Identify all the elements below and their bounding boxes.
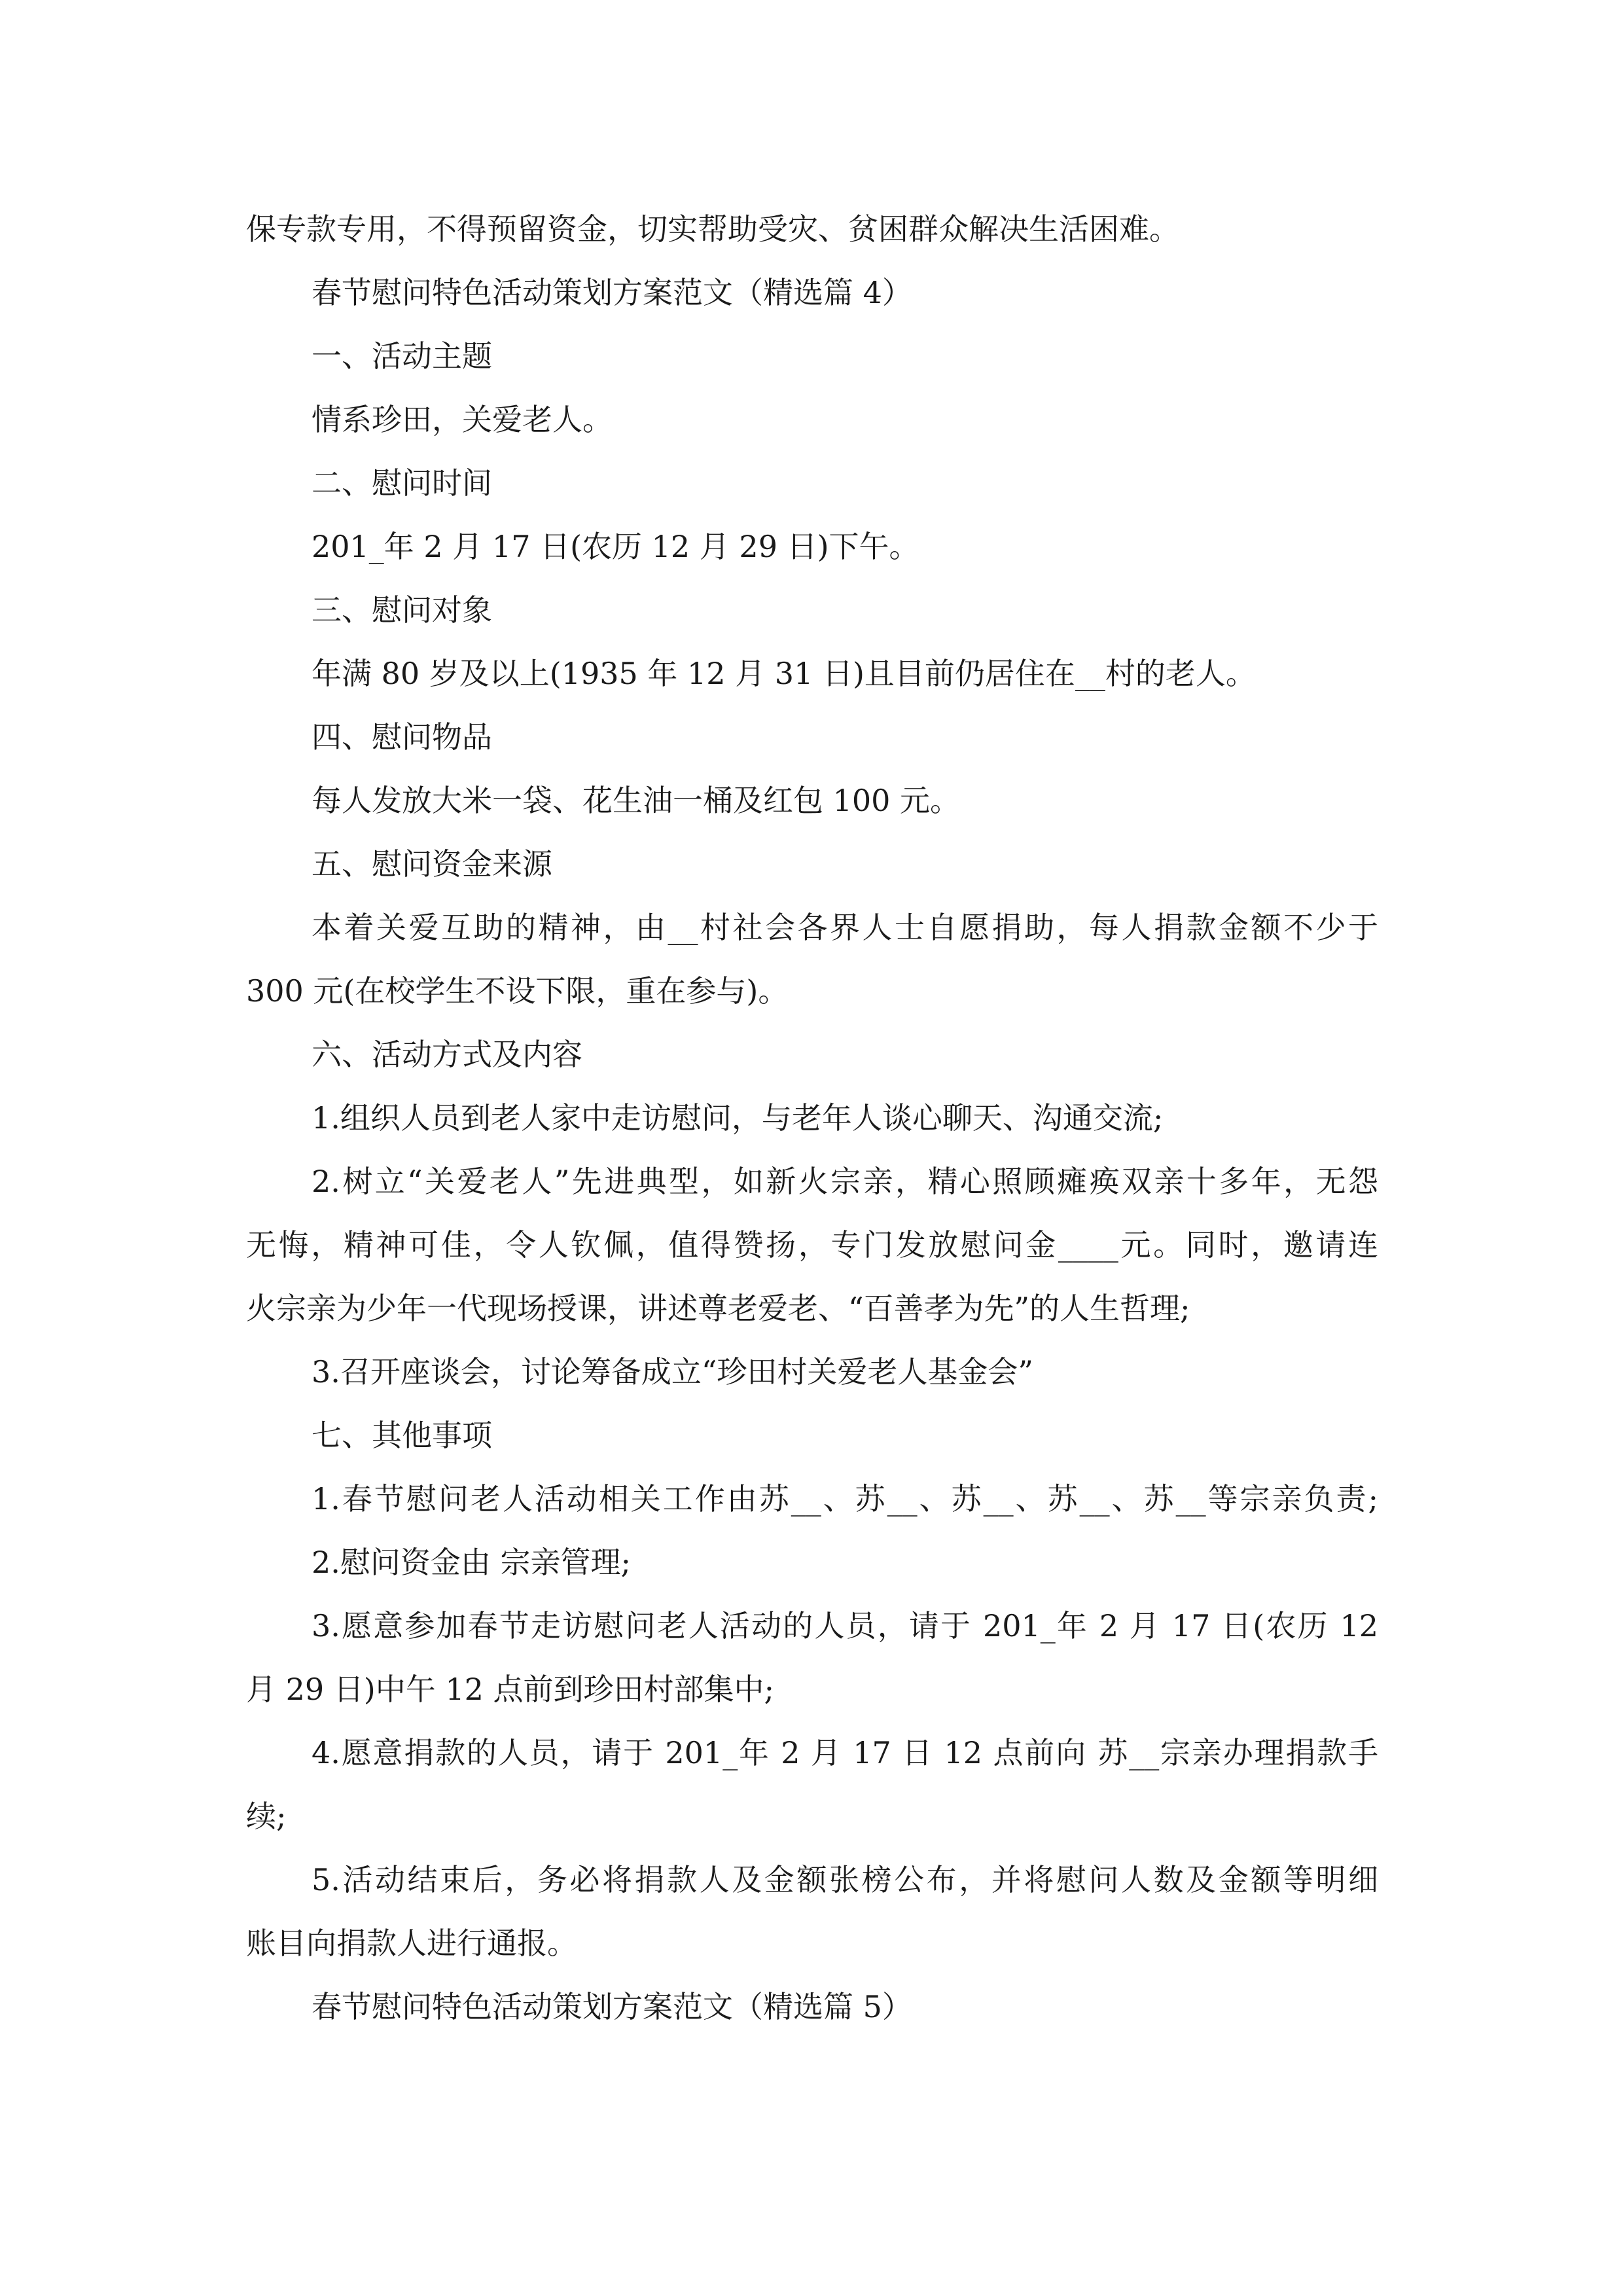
text-line: 3.召开座谈会，讨论筹备成立“珍田村关爱老人基金会” (312, 1354, 1033, 1390)
text-line: 保专款专用，不得预留资金，切实帮助受灾、贫困群众解决生活困难。 (246, 211, 1179, 247)
section-heading: 七、其他事项 (312, 1418, 492, 1453)
text-line: 续; (246, 1799, 287, 1834)
text-line: 月 29 日)中午 12 点前到珍田村部集中; (246, 1672, 774, 1707)
text-line: 3.愿意参加春节走访慰问老人活动的人员，请于 201_年 2 月 17 日(农历 12 (312, 1608, 1378, 1643)
section-heading: 一、活动主题 (312, 338, 492, 374)
section-heading: 春节慰问特色活动策划方案范文（精选篇 5） (312, 1989, 912, 2024)
text-line: 火宗亲为少年一代现场授课，讲述尊老爱老、“百善孝为先”的人生哲理; (246, 1291, 1190, 1326)
text-line: 账目向捐款人进行通报。 (246, 1926, 577, 1961)
text-line: 情系珍田，关爱老人。 (312, 402, 613, 437)
text-line: 本着关爱互助的精神，由__村社会各界人士自愿捐助，每人捐款金额不少于 (312, 910, 1378, 945)
text-line: 5.活动结束后，务必将捐款人及金额张榜公布，并将慰问人数及金额等明细 (312, 1862, 1378, 1897)
section-heading: 春节慰问特色活动策划方案范文（精选篇 4） (312, 275, 912, 310)
text-line: 1.组织人员到老人家中走访慰问，与老年人谈心聊天、沟通交流; (312, 1100, 1164, 1136)
text-line: 201_年 2 月 17 日(农历 12 月 29 日)下午。 (312, 529, 919, 564)
text-line: 4.愿意捐款的人员，请于 201_年 2 月 17 日 12 点前向 苏__宗亲办理捐款手 (312, 1735, 1378, 1770)
text-line: 2.慰问资金由 宗亲管理; (312, 1545, 632, 1580)
text-line: 300 元(在校学生不设下限，重在参与)。 (246, 973, 789, 1009)
section-heading: 四、慰问物品 (312, 719, 492, 755)
section-heading: 五、慰问资金来源 (312, 846, 552, 882)
text-line: 每人发放大米一袋、花生油一桶及红包 100 元。 (312, 783, 961, 818)
document-body (246, 198, 1378, 2039)
text-line: 1.春节慰问老人活动相关工作由苏__、苏__、苏__、苏__、苏__等宗亲负责; (312, 1481, 1378, 1516)
section-heading: 三、慰问对象 (312, 592, 492, 628)
section-heading: 六、活动方式及内容 (312, 1037, 582, 1072)
text-line: 2.树立“关爱老人”先进典型，如新火宗亲，精心照顾瘫痪双亲十多年，无怨 (312, 1164, 1378, 1199)
section-heading: 二、慰问时间 (312, 465, 492, 501)
text-line: 年满 80 岁及以上(1935 年 12 月 31 日)且目前仍居住在__村的老人。 (312, 656, 1256, 691)
text-line: 无悔，精神可佳，令人钦佩，值得赞扬，专门发放慰问金____元。同时，邀请连 (246, 1227, 1378, 1263)
